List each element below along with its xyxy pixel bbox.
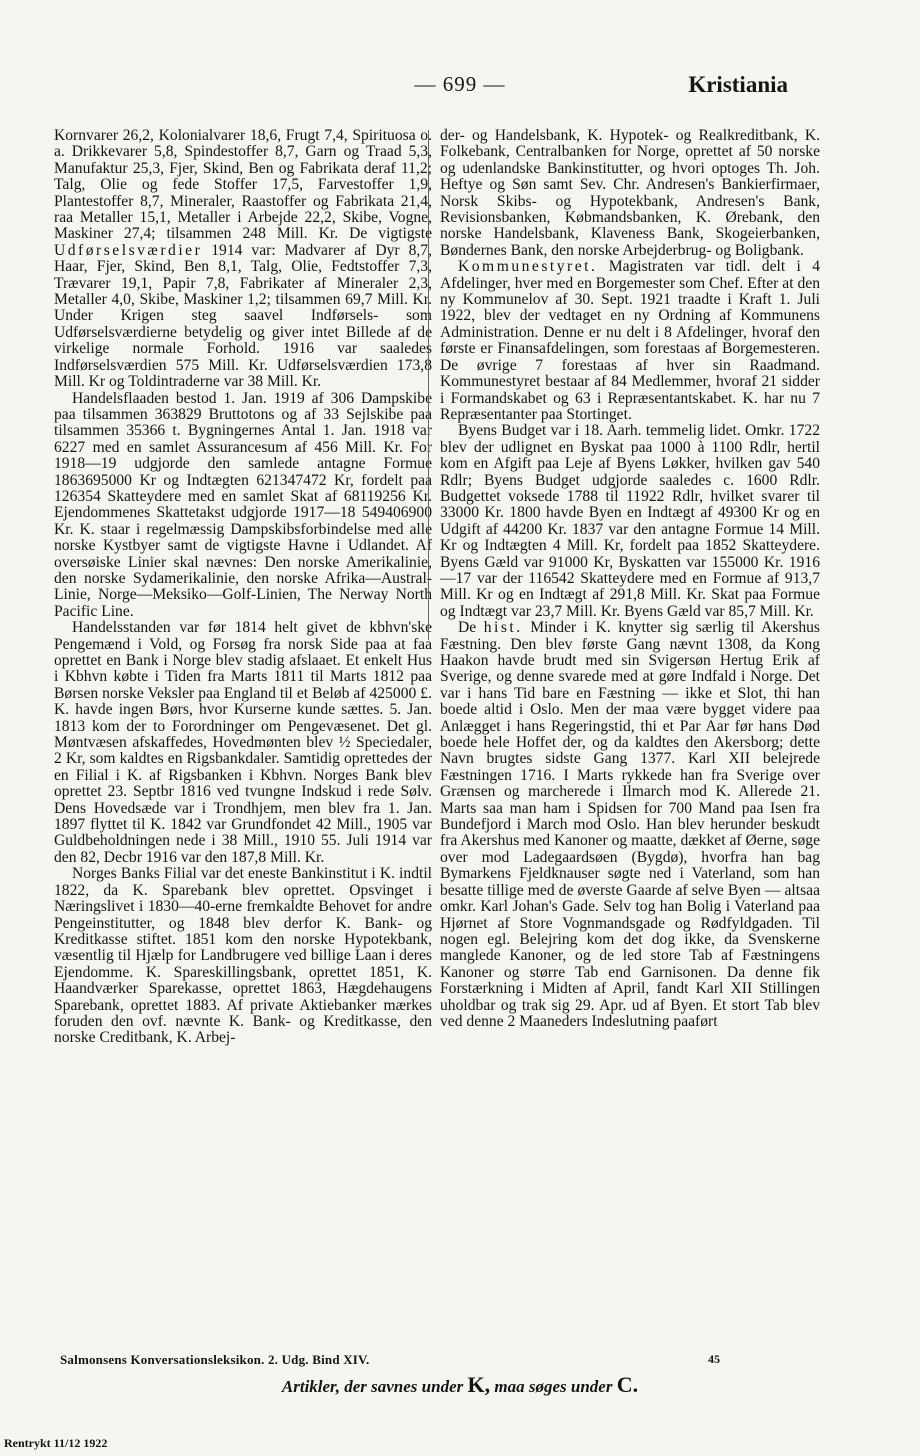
paragraph: Handelsstanden var før 1814 helt givet de kbhvn'ske Pengemænd i Vold, og Forsøg fra norsk Side paa at faa oprettet en Bank i Norge blev stadig afslaaet. Et enkelt Hus i Kbhvn købte i Tiden fra Marts 1811 til Marts 1812 paa Børsen norske Veksler paa England til et Beløb af 425000 £. K. havde ingen Børs, hvor Kurserne kunde sættes. 5. Jan. 1813 kom der to Forordninger om Pengevæsenet. Det gl. Møntvæsen afskaffedes, Hovedmønten blev ½ Speciedaler, 2 Kr, som kaldtes en Rigsbankdaler. Samtidig oprettedes der en Filial i K. af Rigsbanken i Kbhvn. Norges Bank blev oprettet 23. Septbr 1816 ved tvungne Indskud i rede Sølv. Dens Hovedsæde var i Trondhjem, men blev fra 1. Jan. 1897 flyttet til K. 1842 var Grundfondet 42 Mill., 1905 var Guldbeholdningen nede i 38 Mill., 1910 55. Juli 1914 var den 82, Decbr 1916 var den 187,8 Mill. Kr. (54, 619, 432, 866)
left-column (54, 128, 432, 1047)
paragraph: Byens Budget var i 18. Aarh. temmelig lidet. Omkr. 1722 blev der udlignet en Byskat paa 1000 à 1100 Rdlr, hertil kom en Afgift paa Leje af Byens Løkker, hvilken gav 540 Rdlr; Byens Budget udgjorde saaledes c. 1600 Rdlr. Budgettet voksede 1788 til 11922 Rdlr, hvilket svarer til 33000 Kr. 1800 havde Byen en Indtægt af 49300 Kr og en Udgift af 44200 Kr. 1837 var den antagne Formue 14 Mill. Kr og Indtægten 4 Mill. Kr, fordelt paa 1852 Skatteydere. Byens Gæld var 91000 Kr, Byskatten var 155000 Kr. 1916—17 var der 116542 Skatteydere med en Formue af 913,7 Mill. Kr og en Indtægt af 291,8 Mill. Kr. Skat paa Formue og Indtægt var 23,7 Mill. Kr. Byens Gæld var 85,7 Mill. Kr. (440, 422, 820, 620)
footer-note: Artikler, der savnes under K, maa søges under C. (281, 1372, 639, 1397)
paragraph: Handelsflaaden bestod 1. Jan. 1919 af 306 Dampskibe paa tilsammen 363829 Bruttotons og af 33 Sejlskibe paa tilsammen 35366 t. Bygningernes Antal 1. Jan. 1918 var 6227 med en samlet Assurancesum af 456 Mill. Kr. For 1918—19 udgjorde den samlede antagne Formue 1863695000 Kr og Indtægten 621347472 Kr, fordelt paa 126354 Skatteydere med en samlet Skat af 68119256 Kr. Ejendommenes Skattetakst udgjorde 1917—18 549406900 Kr. K. staar i regelmæssig Dampskibsforbindelse med alle norske Kystbyer samt de vigtigste Havne i Udlandet. Af oversøiske Linier skal nævnes: Den norske Amerikalinie, den norske Sydamerikalinie, den norske Afrika—Austral-Linie, Norge—Meksiko—Golf-Linien, The Nerway North Pacific Line. (54, 389, 432, 620)
reprint-note: Rentrykt 11/12 1922 (4, 1436, 108, 1450)
paragraph: De hist. Minder i K. knytter sig særlig til Akershus Fæstning. Den blev første Gang nævnt 1308, da Kong Haakon havde brudt med sin Svigersøn Hertug Erik af Sverige, og denne svarede med at gøre Indfald i Norge. Det var i hans Tid bare en Fæstning — ikke et Slot, thi han boede altid i Oslo. Men der maa være bygget videre paa Anlægget i hans Regeringstid, thi et Par Aar før hans Død boede hele Hoffet der, og da kaldtes den Akersborg; dette Navn brugtes sidste Gang 1377. Karl XII belejrede Fæstningen 1716. I Marts rykkede han fra Sverige over Grænsen og marcherede i Ilmarch mod K. Allerede 21. Marts saa man ham i Spidsen for 700 Mand paa Isen fra Bundefjord i March mod Oslo. Han blev herunder beskudt fra Akershus med Kanoner og maatte, dækket af Øerne, søge over mod Ladegaardsøen (Bygdø), hvorfra han bag Bymarkens Fjeldknauser søgte ned i Vaterland, som han besatte tillige med de øverste Gaarde af selve Byen — altsaa omkr. Karl Johan's Gade. Selv tog han Bolig i Vaterland paa Hjørnet af Store Vognmandsgade og Rødfyldgaden. Til nogen egl. Belejring kom det dog ikke, da Svenskerne manglede Kanoner, og de led store Tab af Fæstningens Kanoner og større Tab end Garnisonen. Da denne fik Forstærkning i Midten af April, fandt Karl XII Stillingen uholdbar og trak sig 29. Apr. ud af Byen. Et stort Tab blev ved denne 2 Maaneders Indeslutning paaført (440, 619, 820, 1030)
paragraph: Kommunestyret. Magistraten var tidl. delt i 4 Afdelinger, hver med en Borgemester som Chef. Efter at den ny Kommunelov af 30. Sept. 1921 traadte i Kraft 1. Juli 1922, blev der vedtaget en ny Ordning af Kommunens Administration. Denne er nu delt i 8 Afdelinger, hvoraf den første er Finansafdelingen, som forestaas af Borgemesteren. De øvrige 7 forestaas af hver sin Raadmand. Kommunestyret bestaar af 84 Medlemmer, hvoraf 21 sidder i Formandskabet og 63 i Repræsentantskabet. K. har nu 7 Repræsentanter paa Stortinget. (440, 258, 820, 423)
paragraph: Kornvarer 26,2, Kolonialvarer 18,6, Frugt 7,4, Spirituosa o. a. Drikkevarer 5,8, Spindestoffer 8,7, Garn og Traad 5,3, Manufaktur 25,3, Fjer, Skind, Ben og Fabrikata deraf 11,2; Talg, Olie og fede Stoffer 17,5, Farvestoffer 1,9, Plantestoffer 8,7, Mineraler, Raastoffer og Fabrikata 21,4, raa Metaller 15,1, Metaller i Arbejde 22,2, Skibe, Vogne, Maskiner 27,4; tilsammen 248 Mill. Kr. De vigtigste Udførselsværdier 1914 var: Madvarer af Dyr 8,7, Haar, Fjer, Skind, Ben 8,1, Talg, Olie, Fedtstoffer 7,3, Trævarer 19,1, Papir 7,8, Fabrikater af Mineraler 2,3, Metaller 4,0, Skibe, Maskiner 1,2; tilsammen 69,7 Mill. Kr. Under Krigen steg saavel Indførsels- som Udførselsværdierne betydelig og giver intet Billede af de virkelige normale Forhold. 1916 var saaledes Indførselsværdien 575 Mill. Kr. Udførselsværdien 173,8 Mill. Kr og Toldintraderne var 38 Mill. Kr. (54, 127, 432, 391)
right-column (440, 128, 820, 1030)
running-head: Kristiania (688, 72, 788, 97)
paragraph: Norges Banks Filial var det eneste Bankinstitut i K. indtil 1822, da K. Sparebank blev oprettet. Opsvinget i Næringslivet i 1830—40-erne fremkaldte Behovet for andre Pengeinstitutter, og 1848 blev derfor K. Bank- og Kreditkasse stiftet. 1851 kom den norske Hypotekbank, væsentlig til Hjælp for Landbrugere ved billige Laan i deres Ejendomme. K. Spareskillingsbank, oprettet 1851, K. Haandværker Sparekasse, oprettet 1863, Hægdehaugens Sparebank, oprettet 1883. Af private Aktiebanker mærkes foruden den ovf. nævnte K. Bank- og Kreditkasse, den norske Creditbank, K. Arbej- (54, 865, 432, 1047)
paragraph: der- og Handelsbank, K. Hypotek- og Realkreditbank, K. Folkebank, Centralbanken for Norge, oprettet af 50 norske og udenlandske Bankinstitutter, og hvori optoges Th. Joh. Heftye og Søn samt Sev. Chr. Andresen's Bankierfirmaer, Norsk Skibs- og Hypotekbank, Andresen's Bank, Revisionsbanken, Købmandsbanken, K. Ørebank, den norske Handelsbank, Klaveness Bank, Skogeierbanken, Bøndernes Bank, den norske Arbejderbrug- og Boligbank. (440, 127, 820, 259)
page-number: — 699 — (414, 72, 506, 96)
signature-mark: 45 (708, 1352, 720, 1366)
column-rule (428, 130, 430, 640)
source-line: Salmonsens Konversationsleksikon. 2. Udg. Bind XIV. (60, 1352, 370, 1367)
